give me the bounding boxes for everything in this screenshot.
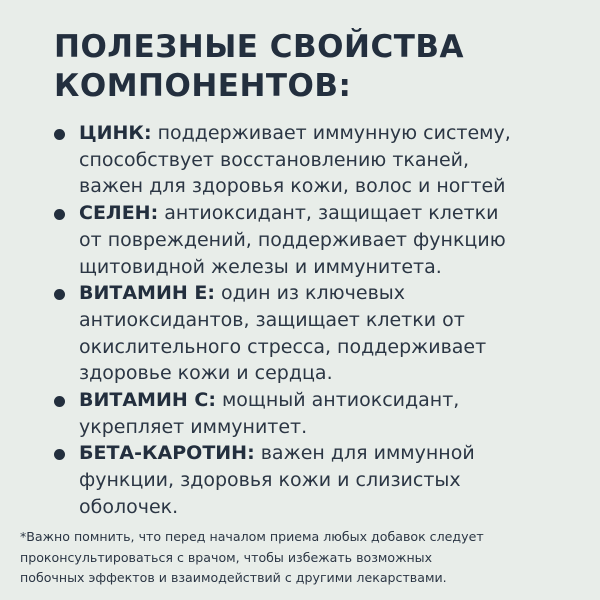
page-title-line-1: ПОЛЕЗНЫЕ СВОЙСТВА [54,29,464,65]
list-item-vitamin-e [52,280,552,387]
list-item-text: поддерживает иммунную систему, [157,122,511,144]
list-item-text: антиоксидантов, защищает клетки от [79,308,465,331]
list-item-first-line [79,200,552,227]
bullet-icon [54,129,65,140]
list-item-selenium [52,200,552,280]
list-item-text: укрепляет иммунитет. [79,415,308,438]
list-item-text: мощный антиоксидант, [221,389,460,412]
bullet-icon [54,289,65,300]
list-item-term: ВИТАМИН Е: [79,282,215,305]
list-item-first-line [79,440,552,467]
list-item-text: функции, здоровья кожи и слизистых [79,469,461,492]
list-item-first-line [79,280,552,307]
bullet-icon [54,209,65,220]
list-item-text: оболочек. [79,495,179,518]
benefits-list [52,120,552,521]
list-item-text: один из ключевых [221,282,406,305]
list-item-term: ВИТАМИН С: [79,389,216,412]
footnote-line: проконсультироваться с врачом, чтобы избежать возможных [20,549,433,565]
list-item-text: здоровье кожи и сердца. [79,362,333,385]
bullet-icon [54,396,65,407]
list-item-first-line [79,387,552,414]
list-item-text: способствует восстановлению тканей, [79,148,470,171]
footnote-line: побочных эффектов и взаимодействий с другими лекарствами. [20,570,447,585]
list-item-text: важен для здоровья кожи, волос и ногтей [79,175,506,198]
list-item-term: ЦИНК: [79,122,152,144]
page-title [54,28,554,106]
list-item-term: СЕЛЕН: [79,202,159,225]
bullet-icon [54,449,65,460]
list-item-text: антиоксидант, защищает клетки [164,202,499,225]
list-item-text: щитовидной железы и иммунитета. [79,255,442,278]
list-item-vitamin-c [52,387,552,440]
list-item-text: важен для иммунной [260,442,475,465]
page-title-line-2: КОМПОНЕНТОВ: [54,68,352,104]
footnote-line: *Важно помнить, что перед началом приема любых добавок следует [20,529,484,544]
list-item-beta-carotene [52,440,552,520]
list-item-text: окислительного стресса, поддерживает [79,335,487,358]
list-item-first-line [79,120,552,147]
list-item-text: от повреждений, поддерживает функцию [79,228,506,251]
list-item-term: БЕТА-КАРОТИН: [79,442,255,465]
disclaimer-footnote [20,527,585,589]
list-item-zinc [52,120,552,200]
